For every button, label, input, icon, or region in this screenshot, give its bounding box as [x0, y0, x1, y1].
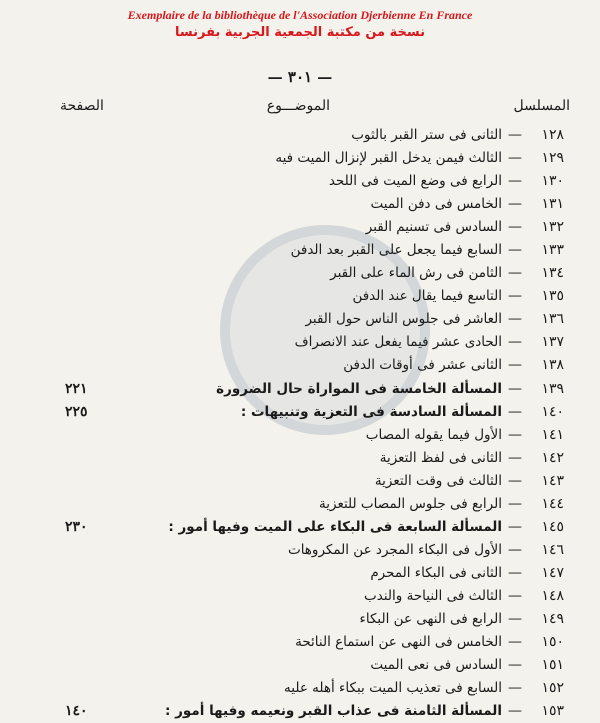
- toc-row: [0, 147, 600, 170]
- row-dash: —: [508, 288, 522, 305]
- toc-row: [0, 239, 600, 262]
- toc-row: [0, 262, 600, 285]
- row-topic: السابع فى تعذيب الميت ببكاء أهله عليه: [284, 680, 502, 697]
- row-topic: المسألة السادسة فى التعزية وتنبيهات :: [240, 403, 502, 420]
- row-dash: —: [508, 357, 522, 374]
- row-dash: —: [508, 334, 522, 351]
- row-topic: الثالث فيمن يدخل القبر لإنزال الميت فيه: [275, 150, 502, 167]
- row-dash: —: [508, 680, 522, 697]
- row-serial-number: ١٤٥: [541, 518, 564, 535]
- page-number: — ٣٠١ —: [267, 68, 333, 86]
- row-dash: —: [508, 403, 522, 420]
- toc-row: [0, 562, 600, 585]
- row-serial-number: ١٣٦: [541, 311, 564, 328]
- row-page: ١٤٠: [65, 703, 88, 720]
- row-dash: —: [508, 541, 522, 558]
- toc-row: [0, 193, 600, 216]
- row-serial-number: ١٤٤: [541, 495, 564, 512]
- row-serial-number: ١٤٧: [541, 564, 564, 581]
- toc-row: [0, 170, 600, 193]
- row-dash: —: [508, 564, 522, 581]
- table-header: [0, 98, 600, 118]
- row-dash: —: [508, 380, 522, 397]
- row-dash: —: [508, 518, 522, 535]
- row-topic: الخامس فى دفن الميت: [370, 196, 502, 213]
- row-serial-number: ١٣٥: [541, 288, 564, 305]
- row-page: ٢٣٠: [65, 518, 88, 535]
- row-serial-number: ١٣٤: [541, 265, 564, 282]
- row-topic: الثالث فى وقت التعزية: [374, 472, 502, 489]
- row-dash: —: [508, 426, 522, 443]
- row-topic: الأول فيما يقوله المصاب: [365, 426, 502, 443]
- row-topic: العاشر فى جلوس الناس حول القبر: [305, 311, 502, 328]
- toc-row: [0, 493, 600, 516]
- header-page: الصفحة: [60, 98, 104, 114]
- toc-row: [0, 285, 600, 308]
- row-serial-number: ١٤٢: [541, 449, 564, 466]
- row-serial-number: ١٤٨: [541, 587, 564, 604]
- library-watermark: [0, 8, 600, 40]
- toc-row: [0, 124, 600, 147]
- row-dash: —: [508, 472, 522, 489]
- row-serial-number: ١٣٩: [541, 380, 564, 397]
- toc-row: [0, 585, 600, 608]
- row-topic: المسألة السابعة فى البكاء على الميت وفيها أمور :: [168, 518, 502, 535]
- toc-row: [0, 539, 600, 562]
- row-topic: المسألة الثامنة فى عذاب القبر ونعيمه وفيها أمور :: [165, 703, 502, 720]
- row-dash: —: [508, 703, 522, 720]
- row-topic: الرابع فى النهى عن البكاء: [359, 610, 502, 627]
- toc-row: [0, 631, 600, 654]
- row-topic: المسألة الخامسة فى المواراة حال الضرورة: [216, 380, 502, 397]
- toc-row: [0, 354, 600, 377]
- row-topic: السابع فيما يجعل على القبر بعد الدفن: [290, 242, 502, 259]
- toc-row: [0, 308, 600, 331]
- row-serial-number: ١٤٣: [541, 472, 564, 489]
- row-serial-number: ١٥٢: [541, 680, 564, 697]
- row-page: ٢٢٥: [65, 403, 88, 420]
- row-topic: السادس فى تسنيم القبر: [365, 219, 502, 236]
- row-serial-number: ١٥٠: [541, 634, 564, 651]
- row-dash: —: [508, 610, 522, 627]
- toc-row: [0, 654, 600, 677]
- watermark-french-line: Exemplaire de la bibliothèque de l'Association Djerbienne En France: [127, 8, 473, 22]
- toc-row: [0, 331, 600, 354]
- row-dash: —: [508, 196, 522, 213]
- row-serial-number: ١٤٩: [541, 610, 564, 627]
- row-dash: —: [508, 265, 522, 282]
- row-topic: الخامس فى النهى عن استماع النائحة: [295, 634, 502, 651]
- row-topic: الثانى فى لفظ التعزية: [379, 449, 502, 466]
- row-serial-number: ١٣٣: [541, 242, 564, 259]
- row-serial-number: ١٣٧: [541, 334, 564, 351]
- row-topic: التاسع فيما يقال عند الدفن: [352, 288, 502, 305]
- row-serial-number: ١٣٠: [541, 173, 564, 190]
- row-dash: —: [508, 449, 522, 466]
- row-topic: الرابع فى جلوس المصاب للتعزية: [319, 495, 502, 512]
- header-serial: المسلسل: [513, 98, 570, 114]
- header-topic: الموضـــوع: [266, 98, 330, 114]
- row-topic: الأول فى البكاء المجرد عن المكروهات: [287, 541, 502, 558]
- row-serial-number: ١٤١: [541, 426, 564, 443]
- row-dash: —: [508, 657, 522, 674]
- row-topic: الثانى عشر فى أوقات الدفن: [343, 357, 502, 374]
- toc-row: [0, 378, 600, 401]
- row-topic: الرابع فى وضع الميت فى اللحد: [328, 173, 502, 190]
- watermark-arabic-line: نسخة من مكتبة الجمعية الجربية بفرنسا: [175, 25, 425, 40]
- toc-row: [0, 700, 600, 723]
- row-dash: —: [508, 150, 522, 167]
- row-serial-number: ١٤٠: [541, 403, 564, 420]
- row-serial-number: ١٣١: [541, 196, 564, 213]
- row-topic: الحادى عشر فيما يفعل عند الانصراف: [294, 334, 502, 351]
- row-dash: —: [508, 587, 522, 604]
- row-topic: الثانى فى ستر القبر بالثوب: [351, 127, 502, 143]
- row-dash: —: [508, 242, 522, 259]
- row-dash: —: [508, 311, 522, 328]
- row-topic: الثامن فى رش الماء على القبر: [330, 265, 502, 282]
- row-topic: السادس فى نعى الميت: [370, 657, 502, 674]
- row-serial-number: ١٣٨: [541, 357, 564, 374]
- table-of-contents: [0, 124, 600, 723]
- row-dash: —: [508, 173, 522, 190]
- toc-row: [0, 677, 600, 700]
- toc-row: [0, 216, 600, 239]
- row-dash: —: [508, 219, 522, 236]
- toc-row: [0, 424, 600, 447]
- row-dash: —: [508, 634, 522, 651]
- toc-row: [0, 447, 600, 470]
- toc-row: [0, 516, 600, 539]
- row-serial-number: ١٥٣: [541, 703, 564, 720]
- row-serial-number: ١٤٦: [541, 541, 564, 558]
- row-page: ٢٢١: [65, 380, 88, 397]
- toc-row: [0, 470, 600, 493]
- toc-row: [0, 401, 600, 424]
- row-topic: الثانى فى البكاء المحرم: [370, 564, 502, 581]
- row-serial-number: ١٣٢: [541, 219, 564, 236]
- row-serial-number: ١٢٩: [541, 150, 564, 167]
- row-dash: —: [508, 127, 522, 143]
- row-dash: —: [508, 495, 522, 512]
- row-topic: الثالث فى النياحة والندب: [364, 587, 502, 604]
- row-serial-number: ١٥١: [541, 657, 564, 674]
- row-serial-number: ١٢٨: [541, 127, 564, 143]
- toc-row: [0, 608, 600, 631]
